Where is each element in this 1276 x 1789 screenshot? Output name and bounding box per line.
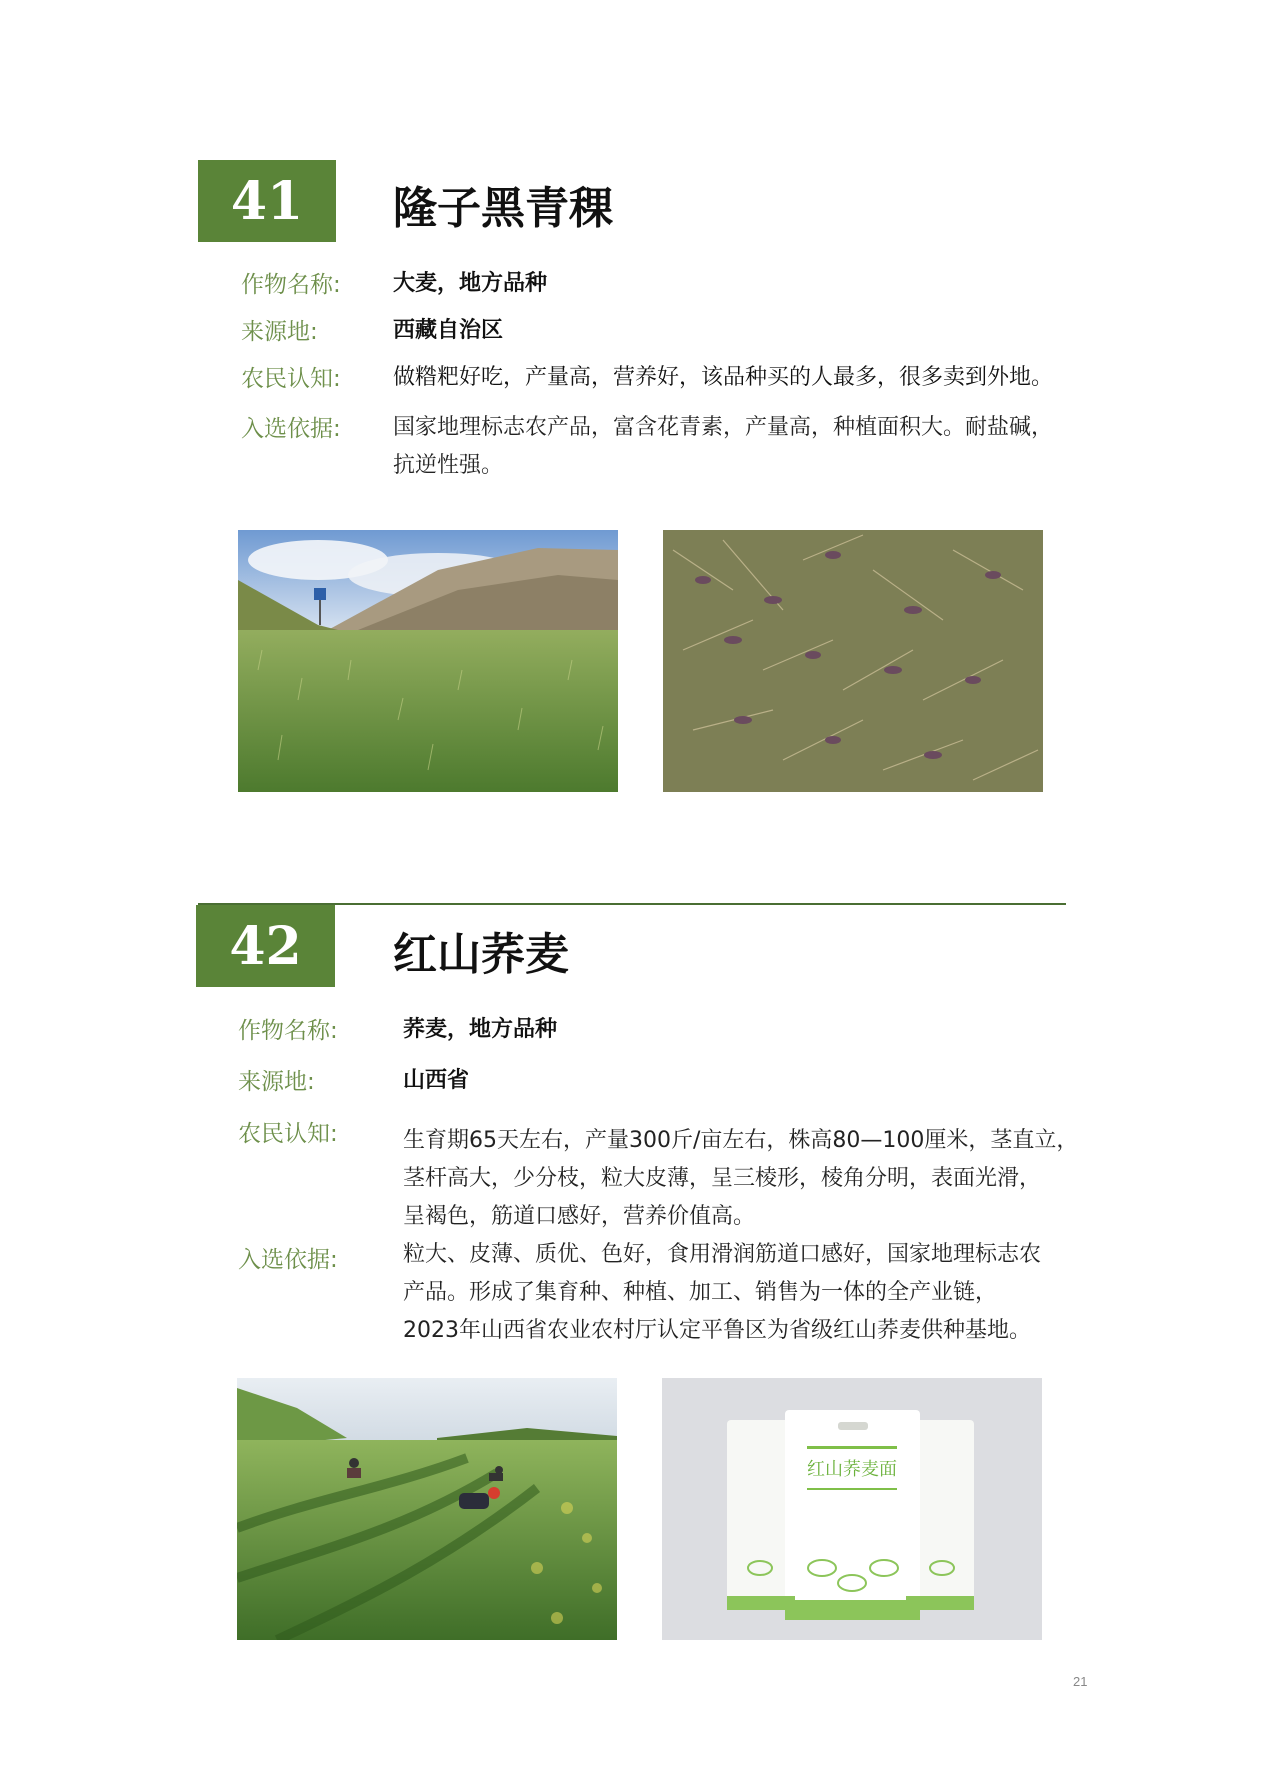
buckwheat-field-photo bbox=[237, 1378, 617, 1640]
selection-basis-line: 产品。形成了集育种、种植、加工、销售为一体的全产业链， bbox=[403, 1280, 998, 1305]
farmer-perception-line: 生育期65天左右，产量300斤/亩左右，株高80—100厘米，茎直立， bbox=[403, 1128, 1079, 1153]
package-brand-text: 红山荞麦面 bbox=[807, 1459, 897, 1480]
selection-basis-label: 入选依据: bbox=[238, 1247, 338, 1273]
farmer-perception-label: 农民认知: bbox=[238, 1121, 338, 1147]
entry-number-badge bbox=[196, 905, 335, 987]
origin-label: 来源地: bbox=[241, 319, 318, 345]
page-number: 21 bbox=[1073, 1674, 1088, 1689]
farmer-perception-line: 茎杆高大，少分枝，粒大皮薄，呈三棱形，棱角分明，表面光滑， bbox=[403, 1166, 1042, 1191]
entry-number: 41 bbox=[230, 170, 304, 232]
crop-name-label: 作物名称: bbox=[238, 1018, 338, 1044]
selection-basis-line: 国家地理标志农产品，富含花青素，产量高，种植面积大。耐盐碱， bbox=[393, 415, 1054, 440]
selection-basis-line: 粒大、皮薄、质优、色好，食用滑润筋道口感好，国家地理标志农 bbox=[403, 1242, 1042, 1267]
origin-value: 西藏自治区 bbox=[393, 318, 504, 343]
selection-basis-line: 2023年山西省农业农村厅认定平鲁区为省级红山荞麦供种基地。 bbox=[403, 1318, 1031, 1343]
origin-label: 来源地: bbox=[238, 1069, 315, 1095]
entry-number: 42 bbox=[229, 915, 302, 977]
selection-basis-label: 入选依据: bbox=[241, 416, 341, 442]
selection-basis-value bbox=[393, 409, 1083, 485]
black-barley-closeup-photo bbox=[663, 530, 1043, 792]
barley-field-photo bbox=[238, 530, 618, 792]
buckwheat-flour-package-photo bbox=[662, 1378, 1042, 1640]
farmer-perception-value: 做糌粑好吃，产量高，营养好，该品种买的人最多，很多卖到外地。 bbox=[393, 365, 1054, 390]
selection-basis-value bbox=[403, 1236, 1083, 1350]
farmer-perception-value bbox=[403, 1122, 1083, 1236]
entry-title: 隆子黑青稞 bbox=[393, 183, 613, 234]
selection-basis-line: 抗逆性强。 bbox=[393, 453, 504, 478]
entry-title: 红山荞麦 bbox=[393, 929, 569, 980]
crop-name-value: 大麦，地方品种 bbox=[393, 271, 548, 296]
crop-name-label: 作物名称: bbox=[241, 272, 341, 298]
crop-name-value: 荞麦，地方品种 bbox=[403, 1017, 558, 1042]
farmer-perception-line: 呈褐色，筋道口感好，营养价值高。 bbox=[403, 1204, 756, 1229]
origin-value: 山西省 bbox=[403, 1068, 470, 1093]
farmer-perception-label: 农民认知: bbox=[241, 366, 341, 392]
entry-number-badge bbox=[198, 160, 336, 242]
